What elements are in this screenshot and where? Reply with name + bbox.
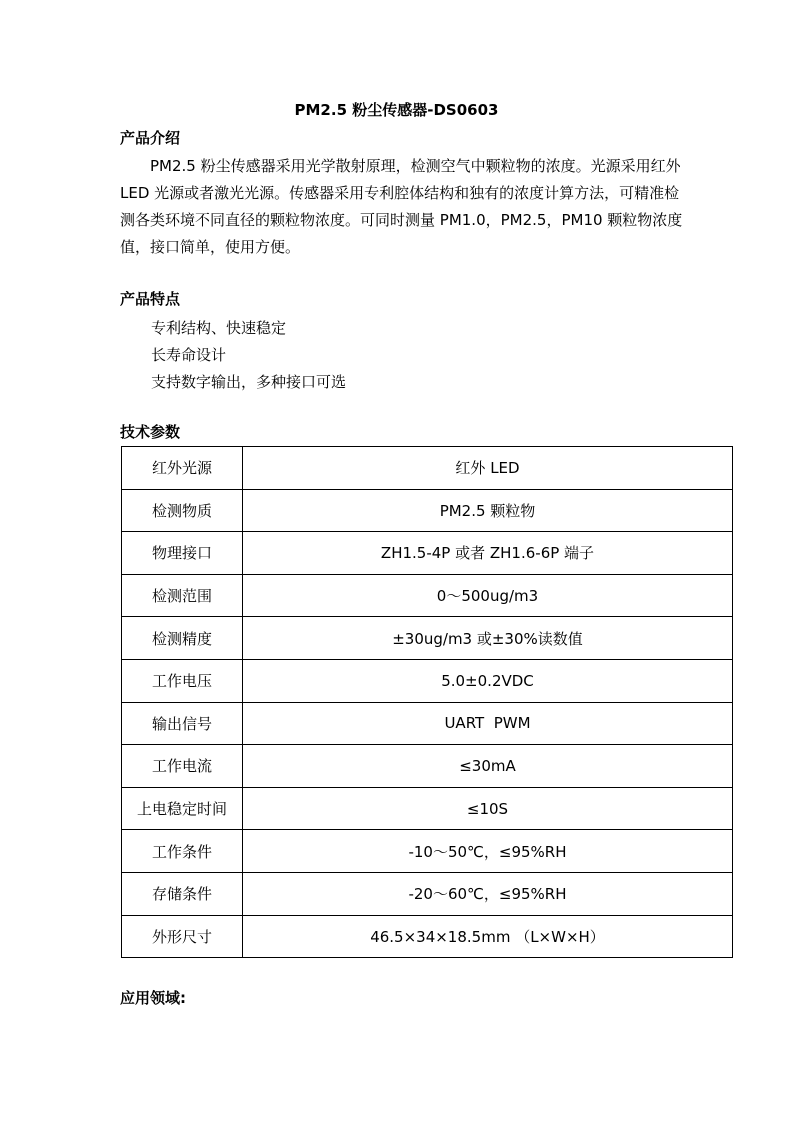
spec-value: ZH1.5-4P 或者 ZH1.6-6P 端子 xyxy=(243,532,733,575)
table-row xyxy=(122,617,733,660)
table-row xyxy=(122,489,733,532)
spec-key: 外形尺寸 xyxy=(122,915,243,958)
specs-table xyxy=(121,446,733,958)
spec-key: 工作电压 xyxy=(122,659,243,702)
spec-key: 输出信号 xyxy=(122,702,243,745)
table-row xyxy=(122,532,733,575)
table-row xyxy=(122,830,733,873)
intro-heading: 产品介绍 xyxy=(120,129,181,147)
feature-item: 长寿命设计 xyxy=(151,346,227,364)
features-list xyxy=(151,315,346,396)
spec-key: 检测范围 xyxy=(122,574,243,617)
document-title: PM2.5 粉尘传感器-DS0603 xyxy=(294,101,499,119)
features-heading: 产品特点 xyxy=(120,290,181,308)
table-row xyxy=(122,745,733,788)
table-row xyxy=(122,872,733,915)
spec-value: ≤30mA xyxy=(243,745,733,788)
feature-item: 支持数字输出，多种接口可选 xyxy=(151,373,347,391)
table-row xyxy=(122,447,733,490)
spec-key: 检测精度 xyxy=(122,617,243,660)
spec-value: -10～50℃，≤95%RH xyxy=(243,830,733,873)
spec-key: 上电稳定时间 xyxy=(122,787,243,830)
spec-key: 工作电流 xyxy=(122,745,243,788)
spec-value: 0～500ug/m3 xyxy=(243,574,733,617)
specs-heading: 技术参数 xyxy=(120,423,181,441)
spec-key: 工作条件 xyxy=(122,830,243,873)
table-row xyxy=(122,787,733,830)
spec-value: ±30ug/m3 或±30%读数值 xyxy=(243,617,733,660)
table-row xyxy=(122,574,733,617)
spec-key: 检测物质 xyxy=(122,489,243,532)
table-row xyxy=(122,915,733,958)
spec-key: 红外光源 xyxy=(122,447,243,490)
intro-text: PM2.5 粉尘传感器采用光学散射原理，检测空气中颗粒物的浓度。光源采用红外 LED 光源或者激光光源。传感器采用专利腔体结构和独有的浓度计算方法，可精准检测各类环境不同直径的颗粒物浓度。可同时测量 PM1.0，PM2.5，PM10 颗粒物浓度值，接口简单，使用方便。 xyxy=(120,157,683,256)
feature-item: 专利结构、快速稳定 xyxy=(151,319,287,337)
spec-value: 红外 LED xyxy=(243,447,733,490)
intro-paragraph xyxy=(120,153,685,261)
spec-value: ≤10S xyxy=(243,787,733,830)
spec-value: -20～60℃，≤95%RH xyxy=(243,872,733,915)
spec-value: PM2.5 颗粒物 xyxy=(243,489,733,532)
spec-value: 5.0±0.2VDC xyxy=(243,659,733,702)
applications-heading: 应用领域: xyxy=(120,989,186,1007)
spec-value: UART PWM xyxy=(243,702,733,745)
table-row xyxy=(122,702,733,745)
spec-key: 物理接口 xyxy=(122,532,243,575)
table-row xyxy=(122,659,733,702)
spec-key: 存储条件 xyxy=(122,872,243,915)
spec-value: 46.5×34×18.5mm （L×W×H） xyxy=(243,915,733,958)
